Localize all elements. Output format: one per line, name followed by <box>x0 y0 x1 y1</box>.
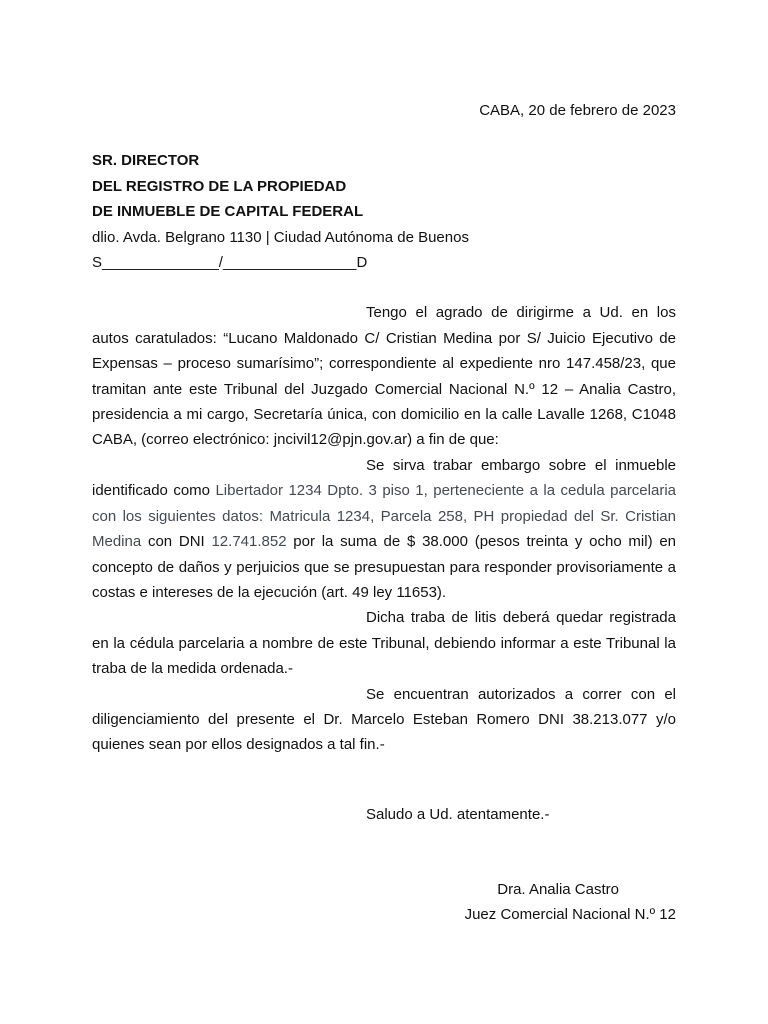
addressee-line-2: DEL REGISTRO DE LA PROPIEDAD <box>92 177 347 195</box>
body-paragraph-1-text: Tengo el agrado de dirigirme a Ud. en los autos caratulados: “Lucano Maldonado C/ Cristian Medina por S/ Juicio Ejecutivo de Expensas – proceso sumarísimo”; correspondiente al expediente nro 147.458/23, que tramitan ante este Tribunal del Juzgado Comercial Nacional N.º 12 – Analia Castro, presidencia a mi cargo, Secretaría única, con domicilio en la calle Lavalle 1268, C1048 CABA, (correo electrónico: jncivil12@pjn.gov.ar) a fin de que: <box>92 304 676 449</box>
property-description: Libertador 1234 Dpto. 3 piso 1, perteneciente a la cedula parcelaria con los siguientes datos: Matricula 1234, Parcela 258, PH propiedad del Sr. Cristian Medina <box>92 482 676 551</box>
document-page <box>92 98 676 927</box>
signature-title: Juez Comercial Nacional N.º 12 <box>464 905 676 923</box>
body-paragraph-4-text: Se encuentran autorizados a correr con el diligenciamiento del presente el Dr. Marcelo Esteban Romero DNI 38.213.077 y/o quienes sean por ellos designados a tal fin.- <box>92 685 676 754</box>
body-paragraph-4 <box>92 682 676 758</box>
body-paragraph-2-text-c: por la suma de $ 38.000 (pesos treinta y ocho mil) en concepto de daños y perjuicios que se presupuestan para responder provisoriamente a costas e intereses de la ejecución (art. 49 ley 11653). <box>92 533 676 601</box>
document-date: CABA, 20 de febrero de 2023 <box>479 102 676 119</box>
addressee-line-3: DE INMUEBLE DE CAPITAL FEDERAL <box>92 203 364 221</box>
spacer <box>92 275 676 300</box>
dni-value: 12.741.852 <box>211 533 287 551</box>
addressee-block <box>92 148 676 275</box>
body-paragraph-2-text-a: Se sirva trabar embargo sobre el inmueble identificado como <box>92 456 676 500</box>
closing-salutation: Saludo a Ud. atentamente.- <box>366 805 550 823</box>
addressee-sd-line: S______________/________________D <box>92 254 368 272</box>
spacer <box>92 758 676 802</box>
body-paragraph-1 <box>92 300 676 452</box>
body-paragraph-2 <box>92 453 676 605</box>
addressee-line-1: SR. DIRECTOR <box>92 152 200 170</box>
body-paragraph-3 <box>92 605 676 681</box>
body-paragraph-2-text-b: con DNI <box>141 533 212 551</box>
body-paragraph-3-text: Dicha traba de litis deberá quedar registrada en la cédula parcelaria a nombre de este Tribunal, debiendo informar a este Tribunal la traba de la medida ordenada.- <box>92 609 676 678</box>
spacer <box>92 827 676 877</box>
signature-name: Dra. Analia Castro <box>497 880 619 898</box>
spacer <box>92 123 676 148</box>
addressee-address: dlio. Avda. Belgrano 1130 | Ciudad Autónoma de Buenos <box>92 228 469 246</box>
